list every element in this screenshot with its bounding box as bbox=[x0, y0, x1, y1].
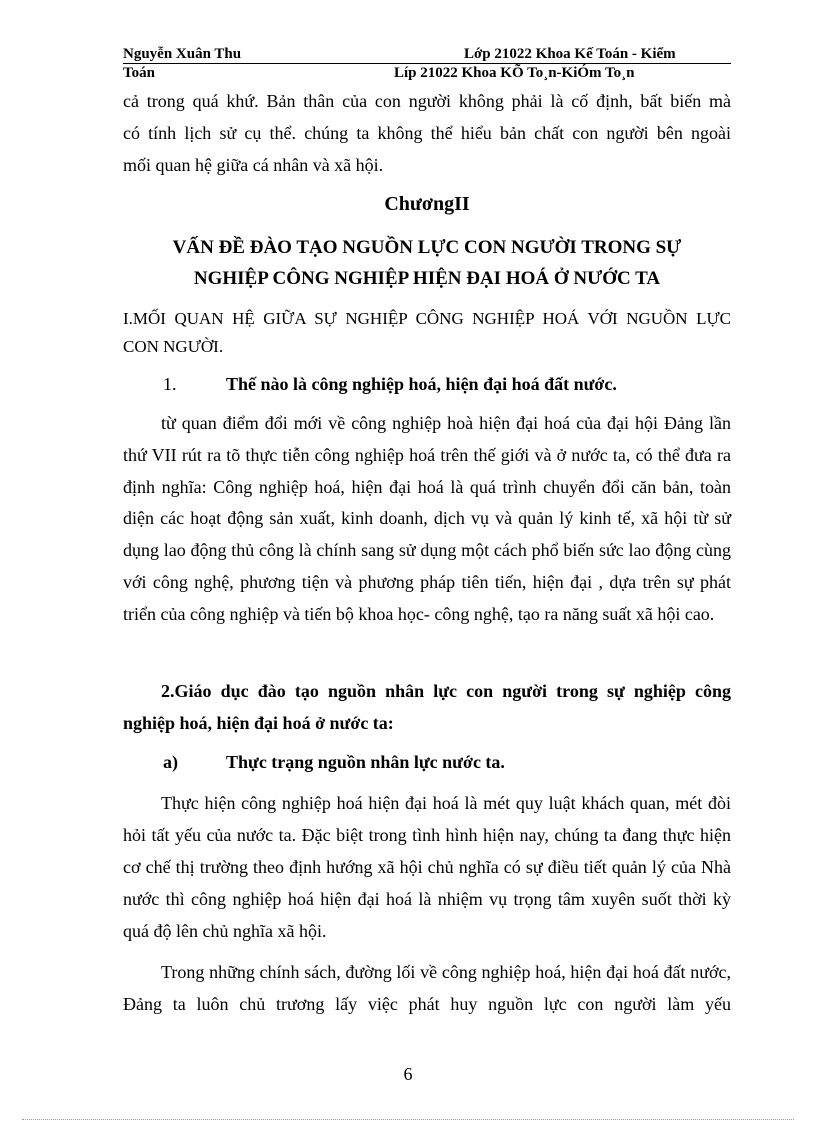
header-continuation: Toán bbox=[123, 65, 155, 81]
item2a-title: Thực trạng nguồn nhân lực nước ta. bbox=[226, 752, 505, 772]
intro-line: cả trong quá khứ. Bản thân của con người không phải là cố định, bất biến mà bbox=[123, 91, 731, 111]
page-number: 6 bbox=[403, 1064, 413, 1084]
item2a-paragraph1-text: Thực hiện công nghiệp hoá hiện đại hoá là mét quy luật khách quan, mét đòi hỏi tất yếu của nước ta. Đặc biệt trong tình hình hiện nay, chúng ta đang thực hiện cơ chế thị trường theo định hướng xã hội chủ nghĩa có sự điều tiết quản lý của Nhà nước thì công nghiệp hoá hiện đại hoá là nhiệm vụ trọng tâm xuyên suốt thời kỳ quá độ lên chủ nghĩa xã hội. bbox=[123, 793, 731, 941]
item2-title: 2.Giáo dục đào tạo nguồn nhân lực con người trong sự nghiệp công nghiệp hoá, hiện đại hoá ở nước ta: bbox=[123, 681, 731, 733]
section-title-line2: CON NGƯỜI. bbox=[123, 337, 224, 356]
item1-paragraph bbox=[123, 408, 731, 631]
item2a-paragraph1 bbox=[123, 787, 731, 947]
item2a-number: a) bbox=[163, 752, 178, 772]
header-garbled-class: Líp 21022 Khoa KÕ To¸n-KiÓm To¸n bbox=[394, 65, 635, 81]
header-rule bbox=[123, 63, 731, 64]
item2-heading bbox=[123, 675, 731, 739]
item2a-paragraph2 bbox=[123, 956, 731, 1020]
item1-number: 1. bbox=[163, 374, 177, 394]
chapter-heading-line2: NGHIỆP CÔNG NGHIỆP HIỆN ĐẠI HOÁ Ở NƯỚC TA bbox=[193, 268, 661, 289]
intro-line: mối quan hệ giữa cá nhân và xã hội. bbox=[123, 155, 384, 175]
chapter-heading-line1: VẤN ĐỀ ĐÀO TẠO NGUỒN LỰC CON NGƯỜI TRONG SỰ bbox=[172, 237, 682, 258]
intro-paragraph bbox=[123, 85, 731, 181]
section-title bbox=[123, 305, 731, 361]
chapter-title: ChươngII bbox=[384, 193, 470, 215]
item1-paragraph-text: từ quan điểm đổi mới về công nghiệp hoà hiện đại hoá của đại hội Đảng lần thứ VII rút ra tõ thực tiễn công nghiệp hoá trên thế giới và ở nước ta, có thể đưa ra định nghĩa: Công nghiệp hoá, hiện đại hoá là quá trình chuyển đổi căn bản, toàn diện các hoạt động sản xuất, kinh doanh, dịch vụ và quản lý kinh tế, xã hội từ sử dụng lao động thủ công là chính sang sử dụng một cách phổ biến sức lao động cùng với công nghệ, phương tiện và phương pháp tiên tiến, hiện đại , dựa trên sự phát triển của công nghiệp và tiến bộ khoa học- công nghệ, tạo ra năng suất xã hội cao. bbox=[123, 413, 731, 624]
page-bottom-border bbox=[22, 1119, 794, 1120]
header-class: Lớp 21022 Khoa Kế Toán - Kiểm bbox=[464, 46, 676, 62]
item1-title: Thế nào là công nghiệp hoá, hiện đại hoá đất nước. bbox=[226, 374, 617, 394]
item2a-paragraph2-text: Trong những chính sách, đường lối về công nghiệp hoá, hiện đại hoá đất nước, Đảng ta luôn chủ trương lấy việc phát huy nguồn lực con người làm yếu bbox=[123, 962, 731, 1014]
intro-line: có tính lịch sử cụ thể. chúng ta không thể hiểu bản chất con người bên ngoài bbox=[123, 123, 731, 143]
section-title-line1: I.MỐI QUAN HỆ GIỮA SỰ NGHIỆP CÔNG NGHIỆP HOÁ VỚI NGUỒN LỰC bbox=[123, 309, 731, 328]
header-author: Nguyễn Xuân Thu bbox=[123, 46, 242, 62]
